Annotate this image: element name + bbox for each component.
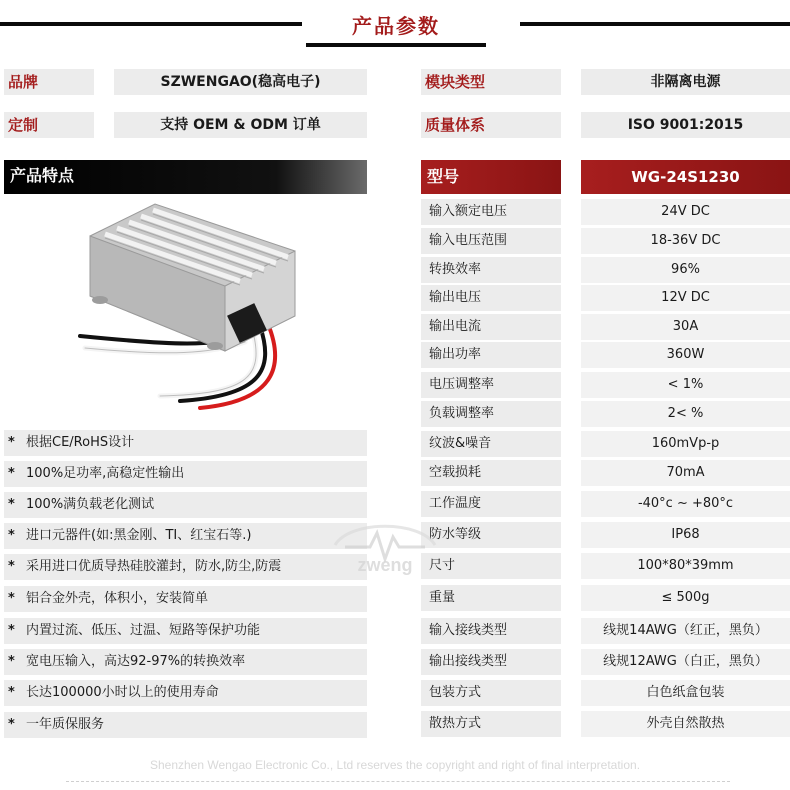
- spec-row: [421, 257, 790, 283]
- bullet-star: *: [8, 685, 15, 700]
- feature-text: 100%足功率,高稳定性输出: [26, 466, 185, 481]
- spec-key: 输出接线类型: [421, 649, 561, 675]
- features-header: 产品特点: [4, 160, 367, 194]
- spec-row: [421, 431, 790, 457]
- quality-value: ISO 9001:2015: [581, 112, 790, 138]
- spec-key: 输出电流: [421, 314, 561, 340]
- spec-row: [421, 585, 790, 611]
- spec-key: 包装方式: [421, 680, 561, 706]
- spec-value: ≤ 500g: [581, 585, 790, 611]
- feature-item: [4, 712, 367, 738]
- spec-key: 输入接线类型: [421, 618, 561, 644]
- spec-row: [421, 491, 790, 517]
- spec-key: 空载损耗: [421, 460, 561, 486]
- spec-key: 防水等级: [421, 522, 561, 548]
- feature-text: 铝合金外壳，体积小，安装简单: [26, 591, 209, 606]
- spec-row: [421, 460, 790, 486]
- spec-value: 360W: [581, 342, 790, 368]
- bullet-star: *: [8, 559, 15, 574]
- spec-row: [421, 711, 790, 737]
- feature-item: [4, 680, 367, 706]
- spec-row: [421, 199, 790, 225]
- spec-value: 70mA: [581, 460, 790, 486]
- feature-item: [4, 649, 367, 675]
- spec-row: [421, 680, 790, 706]
- feature-text: 100%满负载老化测试: [26, 497, 155, 512]
- bullet-star: *: [8, 654, 15, 669]
- spec-key: 输入额定电压: [421, 199, 561, 225]
- bullet-star: *: [8, 717, 15, 732]
- spec-key: 工作温度: [421, 491, 561, 517]
- feature-text: 内置过流、低压、过温、短路等保护功能: [26, 623, 261, 638]
- spec-value: 外壳自然散热: [581, 711, 790, 737]
- spec-key: 散热方式: [421, 711, 561, 737]
- title-underline: [306, 43, 486, 47]
- feature-item: [4, 554, 367, 580]
- spec-value: 12V DC: [581, 285, 790, 311]
- header-rule-left: [0, 22, 302, 26]
- spec-key: 重量: [421, 585, 561, 611]
- bullet-star: *: [8, 497, 15, 512]
- spec-row: [421, 314, 790, 340]
- spec-value: 24V DC: [581, 199, 790, 225]
- header-rule-right: [520, 22, 790, 26]
- spec-value: 160mVp-p: [581, 431, 790, 457]
- spec-key: 电压调整率: [421, 372, 561, 398]
- spec-value: 18-36V DC: [581, 228, 790, 254]
- spec-row: [421, 401, 790, 427]
- spec-value: -40°c ~ +80°c: [581, 491, 790, 517]
- spec-value: 30A: [581, 314, 790, 340]
- spec-value: 2< %: [581, 401, 790, 427]
- spec-value: 线规12AWG（白正，黑负）: [581, 649, 790, 675]
- spec-row: [421, 649, 790, 675]
- spec-key: 输出功率: [421, 342, 561, 368]
- feature-text: 采用进口优质导热硅胶灌封，防水,防尘,防震: [26, 559, 282, 574]
- module-type-value: 非隔离电源: [581, 69, 790, 95]
- spec-row: [421, 228, 790, 254]
- bullet-star: *: [8, 623, 15, 638]
- feature-item: [4, 461, 367, 487]
- spec-row: [421, 285, 790, 311]
- bullet-star: *: [8, 591, 15, 606]
- model-label: 型号: [421, 160, 561, 194]
- spec-value: IP68: [581, 522, 790, 548]
- product-image: [60, 196, 360, 411]
- spec-value: 96%: [581, 257, 790, 283]
- bullet-star: *: [8, 466, 15, 481]
- spec-row: [421, 342, 790, 368]
- model-value: WG-24S1230: [581, 160, 790, 194]
- spec-value: 100*80*39mm: [581, 553, 790, 579]
- spec-row: [421, 522, 790, 548]
- bullet-star: *: [8, 528, 15, 543]
- spec-value: < 1%: [581, 372, 790, 398]
- spec-row: [421, 618, 790, 644]
- bullet-star: *: [8, 435, 15, 450]
- custom-value: 支持 OEM & ODM 订单: [114, 112, 367, 138]
- feature-item: [4, 586, 367, 612]
- watermark-text: zweng: [357, 555, 413, 575]
- module-type-label: 模块类型: [421, 69, 561, 95]
- feature-item: [4, 618, 367, 644]
- copyright-footer: Shenzhen Wengao Electronic Co., Ltd reserves the copyright and right of final interpretation.: [149, 758, 641, 772]
- feature-text: 一年质保服务: [26, 717, 105, 732]
- spec-value: 线规14AWG（红正，黑负）: [581, 618, 790, 644]
- spec-row: [421, 553, 790, 579]
- feature-item: [4, 430, 367, 456]
- page-title: 产品参数: [352, 14, 440, 38]
- spec-row: [421, 372, 790, 398]
- brand-value: SZWENGAO(稳高电子): [114, 69, 367, 95]
- feature-text: 宽电压输入，高达92-97%的转换效率: [26, 654, 246, 669]
- feature-item: [4, 492, 367, 518]
- spec-key: 负载调整率: [421, 401, 561, 427]
- quality-label: 质量体系: [421, 112, 561, 138]
- spec-key: 转换效率: [421, 257, 561, 283]
- feature-text: 进口元器件(如:黑金刚、TI、红宝石等.): [26, 528, 252, 543]
- custom-label: 定制: [4, 112, 94, 138]
- spec-key: 尺寸: [421, 553, 561, 579]
- spec-key: 输入电压范围: [421, 228, 561, 254]
- feature-text: 长达100000小时以上的使用寿命: [26, 685, 219, 700]
- feature-text: 根据CE/RoHS设计: [26, 435, 135, 450]
- footer-divider: [66, 781, 730, 782]
- spec-key: 输出电压: [421, 285, 561, 311]
- feature-item: [4, 523, 367, 549]
- spec-value: 白色纸盒包装: [581, 680, 790, 706]
- spec-key: 纹波&噪音: [421, 431, 561, 457]
- brand-label: 品牌: [4, 69, 94, 95]
